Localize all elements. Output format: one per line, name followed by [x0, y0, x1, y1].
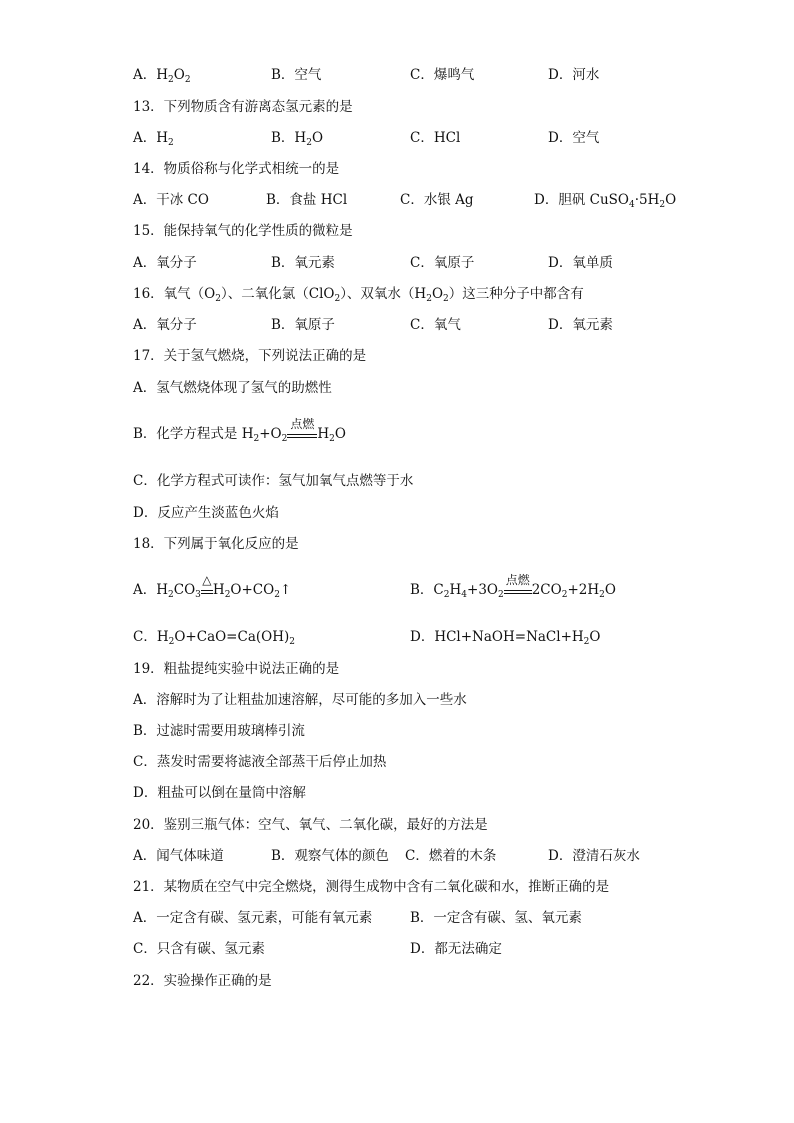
- q20-option-a: A．闻气体味道: [133, 848, 224, 864]
- q21-stem: 21．某物质在空气中完全燃烧，测得生成物中含有二氧化碳和水，推断正确的是: [133, 879, 610, 895]
- q22-stem: 22．实验操作正确的是: [133, 973, 272, 989]
- q14-option-d: D．胆矾 $CuSO_4\cdot 5H_2O$: [534, 192, 677, 210]
- q16-option-a: A．氧分子: [133, 317, 197, 333]
- q18-option-c: C．$H_2O+CaO=Ca(OH)_2$: [133, 629, 295, 647]
- q18-heat-condition: △: [202, 573, 212, 587]
- q13-option-a: A．$H_2$: [133, 130, 174, 148]
- q20-option-d: D．澄清石灰水: [548, 848, 640, 864]
- q16-stem: 16．氧气$(O_2)$、二氧化氯（ClO$_2$）、双氧水$(H_2O_2)$这三种分子中都含有: [133, 286, 584, 304]
- q17-option-a: A．氢气燃烧体现了氢气的助燃性: [133, 380, 332, 396]
- q12-option-c: C．爆鸣气: [410, 67, 475, 83]
- q17-option-d: D．反应产生淡蓝色火焰: [133, 505, 279, 521]
- q14-option-c: C．水银 Ag: [400, 192, 474, 208]
- q17-condition: 点燃: [290, 417, 315, 431]
- q13-option-b: B．$H_2O$: [271, 130, 324, 148]
- q20-stem: 20．鉴别三瓶气体：空气、氧气、二氧化碳，最好的方法是: [133, 817, 488, 833]
- q15-option-b: B．氧元素: [271, 255, 335, 271]
- q16-option-b: B．氧原子: [271, 317, 335, 333]
- q20-option-b: B．观察气体的颜色: [271, 848, 389, 864]
- q17-option-b: B．化学方程式是 $H_2+O_2$ 点燃 $H_2O$: [133, 417, 346, 444]
- q21-option-c: C．只含有碳、氢元素: [133, 941, 265, 957]
- q18-option-d: D．$HCl+NaOH=NaCl+H_2O$: [410, 629, 601, 647]
- q13-option-c: C．HCl: [410, 130, 461, 146]
- q12-option-b: B．空气: [271, 67, 322, 83]
- q15-option-c: C．氧原子: [410, 255, 475, 271]
- q18-ignite-condition: 点燃: [505, 573, 530, 587]
- q19-stem: 19．粗盐提纯实验中说法正确的是: [133, 661, 340, 677]
- q12-option-d: D．河水: [548, 67, 600, 83]
- q18-option-b: B．$C_2H_4+3O_2$ 点燃 $2CO_2+2H_2O$: [410, 573, 616, 600]
- q19-option-d: D．粗盐可以倒在量筒中溶解: [133, 785, 306, 801]
- q16-option-c: C．氧气: [410, 317, 461, 333]
- q14-stem: 14．物质俗称与化学式相统一的是: [133, 161, 340, 177]
- q19-option-c: C．蒸发时需要将滤液全部蒸干后停止加热: [133, 754, 387, 770]
- q19-option-a: A．溶解时为了让粗盐加速溶解，尽可能的多加入一些水: [133, 692, 467, 708]
- q16-option-d: D．氧元素: [548, 317, 613, 333]
- q15-option-d: D．氧单质: [548, 255, 613, 271]
- q21-option-d: D．都无法确定: [410, 941, 502, 957]
- q17-option-c: C．化学方程式可读作：氢气加氧气点燃等于水: [133, 473, 414, 489]
- q18-stem: 18．下列属于氧化反应的是: [133, 536, 299, 552]
- q15-stem: 15．能保持氧气的化学性质的微粒是: [133, 223, 353, 239]
- q19-option-b: B．过滤时需要用玻璃棒引流: [133, 723, 305, 739]
- q13-stem: 13．下列物质含有游离态氢元素的是: [133, 99, 353, 115]
- q14-option-a: A．干冰 CO: [133, 192, 209, 208]
- q17-stem: 17．关于氢气燃烧，下列说法正确的是: [133, 348, 367, 364]
- q18-option-a: A．$H_2CO_3$ △ $H_2O+CO_2↑$: [133, 573, 292, 600]
- q21-option-b: B．一定含有碳、氢、氧元素: [410, 910, 582, 926]
- q20-option-c: C．燃着的木条: [405, 848, 497, 864]
- q15-option-a: A．氧分子: [133, 255, 197, 271]
- q13-option-d: D．空气: [548, 130, 600, 146]
- q12-option-a: A．$H_2O_2$: [133, 67, 191, 85]
- q14-option-b: B．食盐 HCl: [266, 192, 348, 208]
- q21-option-a: A．一定含有碳、氢元素，可能有氧元素: [133, 910, 373, 926]
